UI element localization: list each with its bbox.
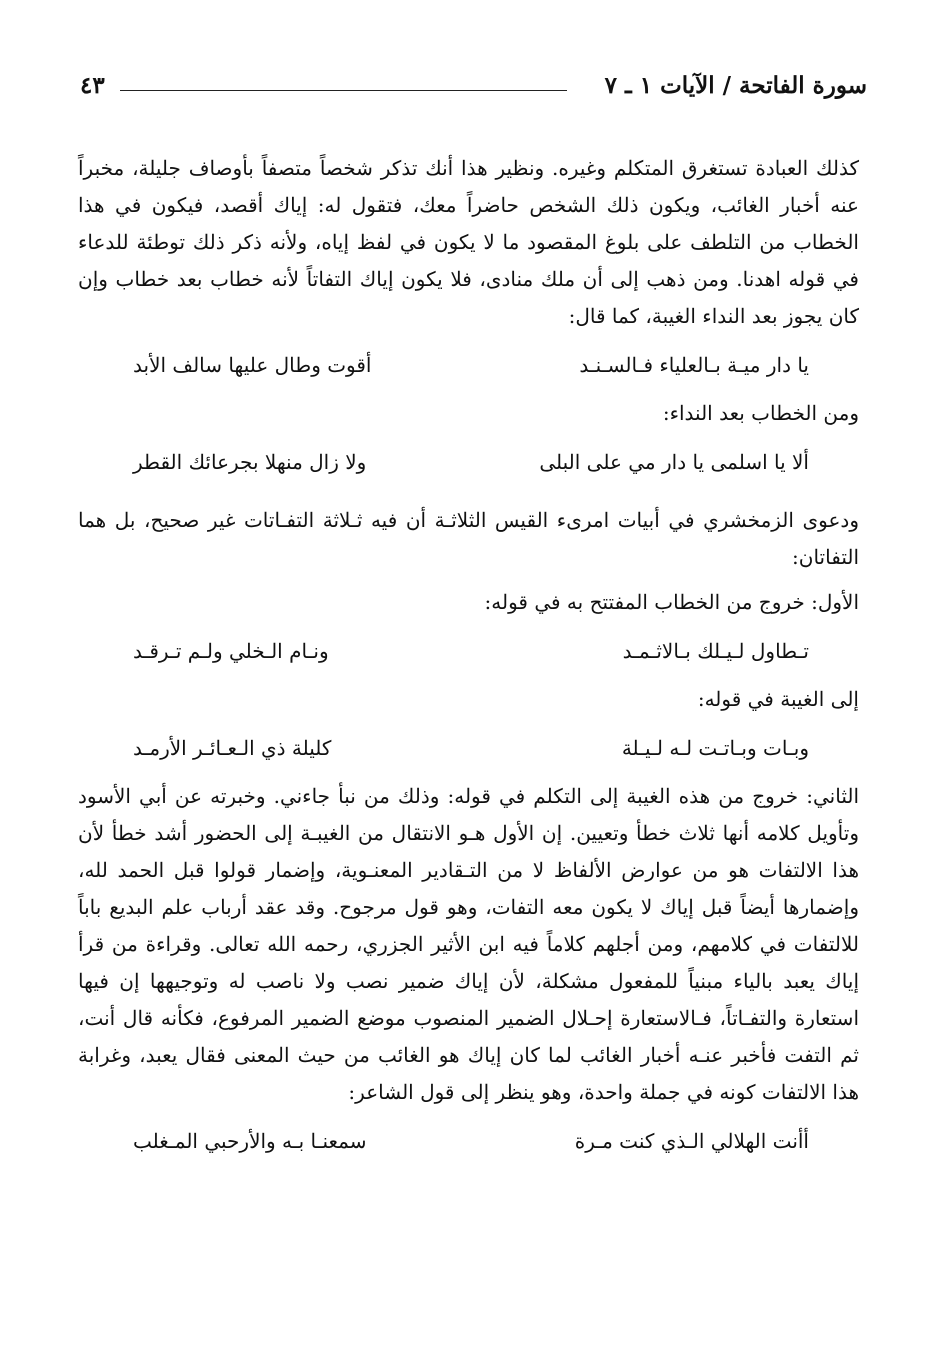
verse-1-first-hemistich: يا دار ميـة بـالعلياء فـالسـنـد — [579, 353, 809, 377]
page-body — [78, 150, 859, 1171]
verse-5-first-hemistich: أأنت الهلالي الـذي كنت مـرة — [574, 1129, 809, 1153]
verse-5 — [78, 1121, 859, 1161]
header-rule — [120, 90, 567, 91]
paragraph-2: ومن الخطاب بعد النداء: — [662, 401, 859, 425]
page-header — [80, 72, 867, 112]
verse-2 — [78, 442, 859, 482]
verse-1-second-hemistich: أقوت وطال عليها سالف الأبد — [133, 353, 372, 377]
verse-1 — [78, 345, 859, 385]
verse-3-second-hemistich: ونـام الـخلي ولـم تـرقـد — [133, 639, 329, 663]
verse-4-first-hemistich: وبـات وبـاتـت لـه لـيـلة — [621, 736, 809, 760]
spacer — [78, 492, 859, 502]
paragraph-3: ودعوى الزمخشري في أبيات امرىء القيس الثلاثـة أن فيه ثـلاثة التفـاتات غير صحيح، بل هما التفاتان: — [78, 508, 859, 569]
running-title: سورة الفاتحة / الآيات ١ ـ ٧ — [604, 72, 867, 99]
verse-5-second-hemistich: سمعنـا بـه والأرحبي المـغلب — [133, 1129, 367, 1153]
verse-4-second-hemistich: كليلة ذي الـعـائـر الأرمـد — [133, 736, 332, 760]
verse-4 — [78, 728, 859, 768]
verse-2-first-hemistich: ألا يا اسلمى يا دار مي على البلى — [539, 450, 809, 474]
paragraph-1: كذلك العبادة تستغرق المتكلم وغيره. ونظير هذا أنك تذكر شخصاً متصفاً بأوصاف جليلة، مخبراً عنه أخبار الغائب، ويكون ذلك الشخص حاضراً معك، فتقول له: إياك أقصد، فيكون في هذا الخطاب من التلطف على بلوغ المقصود ما لا يكون في لفظ إياه، ولأنه ذكر ذلك توطئة للدعاء في قوله اهدنا. ومن ذهب إلى أن ملك منادى، فلا يكون إياك التفاتاً لأنه خطاب بعد خطاب وإن كان يجوز بعد النداء الغيبة، كما قال: — [78, 156, 859, 328]
paragraph-6: الثاني: خروج من هذه الغيبة إلى التكلم في قوله: وذلك من نبأ جاءني. وخبرته عن أبي الأسود وتأويل كلامه أنها ثلاث خطأ وتعيين. إن الأول هـو الانتقال من الغيبـة إلى الحضور أشد خطأ لأن هذا الالتفات هو من عوارض الألفاظ لا من التـقادير المعنـوية، وإضمار قولوا قبل الحمد لله، وإضمارها أيضاً قبل إياك لا يكون معه التفات، وهو قول مرجوح. وقد عقد أرباب علم البديع باباً للالتفات في كلامهم، ومن أجلهم كلاماً فيه ابن الأثير الجزري، رحمه الله تعالى. وقراءة من قرأ إياك يعبد بالياء مبنياً للمفعول مشكلة، لأن إياك ضمير نصب ولا ناصب له وتوجيهها إن فيها استعارة والتفـاتاً، فـالاستعارة إحـلال الضمير المنصوب موضع الضمير المرفوع، فكأنه قال أنت، ثم التفت فأخبر عنـه أخبار الغائب لما كان إياك هو الغائب من حيث المعنى فقال يعبد، وغرابة هذا الالتفات كونه في جملة واحدة، وهو ينظر إلى قول الشاعر: — [78, 784, 859, 1104]
verse-3-first-hemistich: تـطاول لـيـلك بـالاثـمـد — [622, 639, 809, 663]
verse-3 — [78, 631, 859, 671]
verse-2-second-hemistich: ولا زال منهلا بجرعائك القطر — [133, 450, 367, 474]
paragraph-5: إلى الغيبة في قوله: — [697, 687, 859, 711]
paragraph-4: الأول: خروج من الخطاب المفتتح به في قوله: — [484, 590, 859, 614]
page-number: ٤٣ — [80, 72, 105, 99]
